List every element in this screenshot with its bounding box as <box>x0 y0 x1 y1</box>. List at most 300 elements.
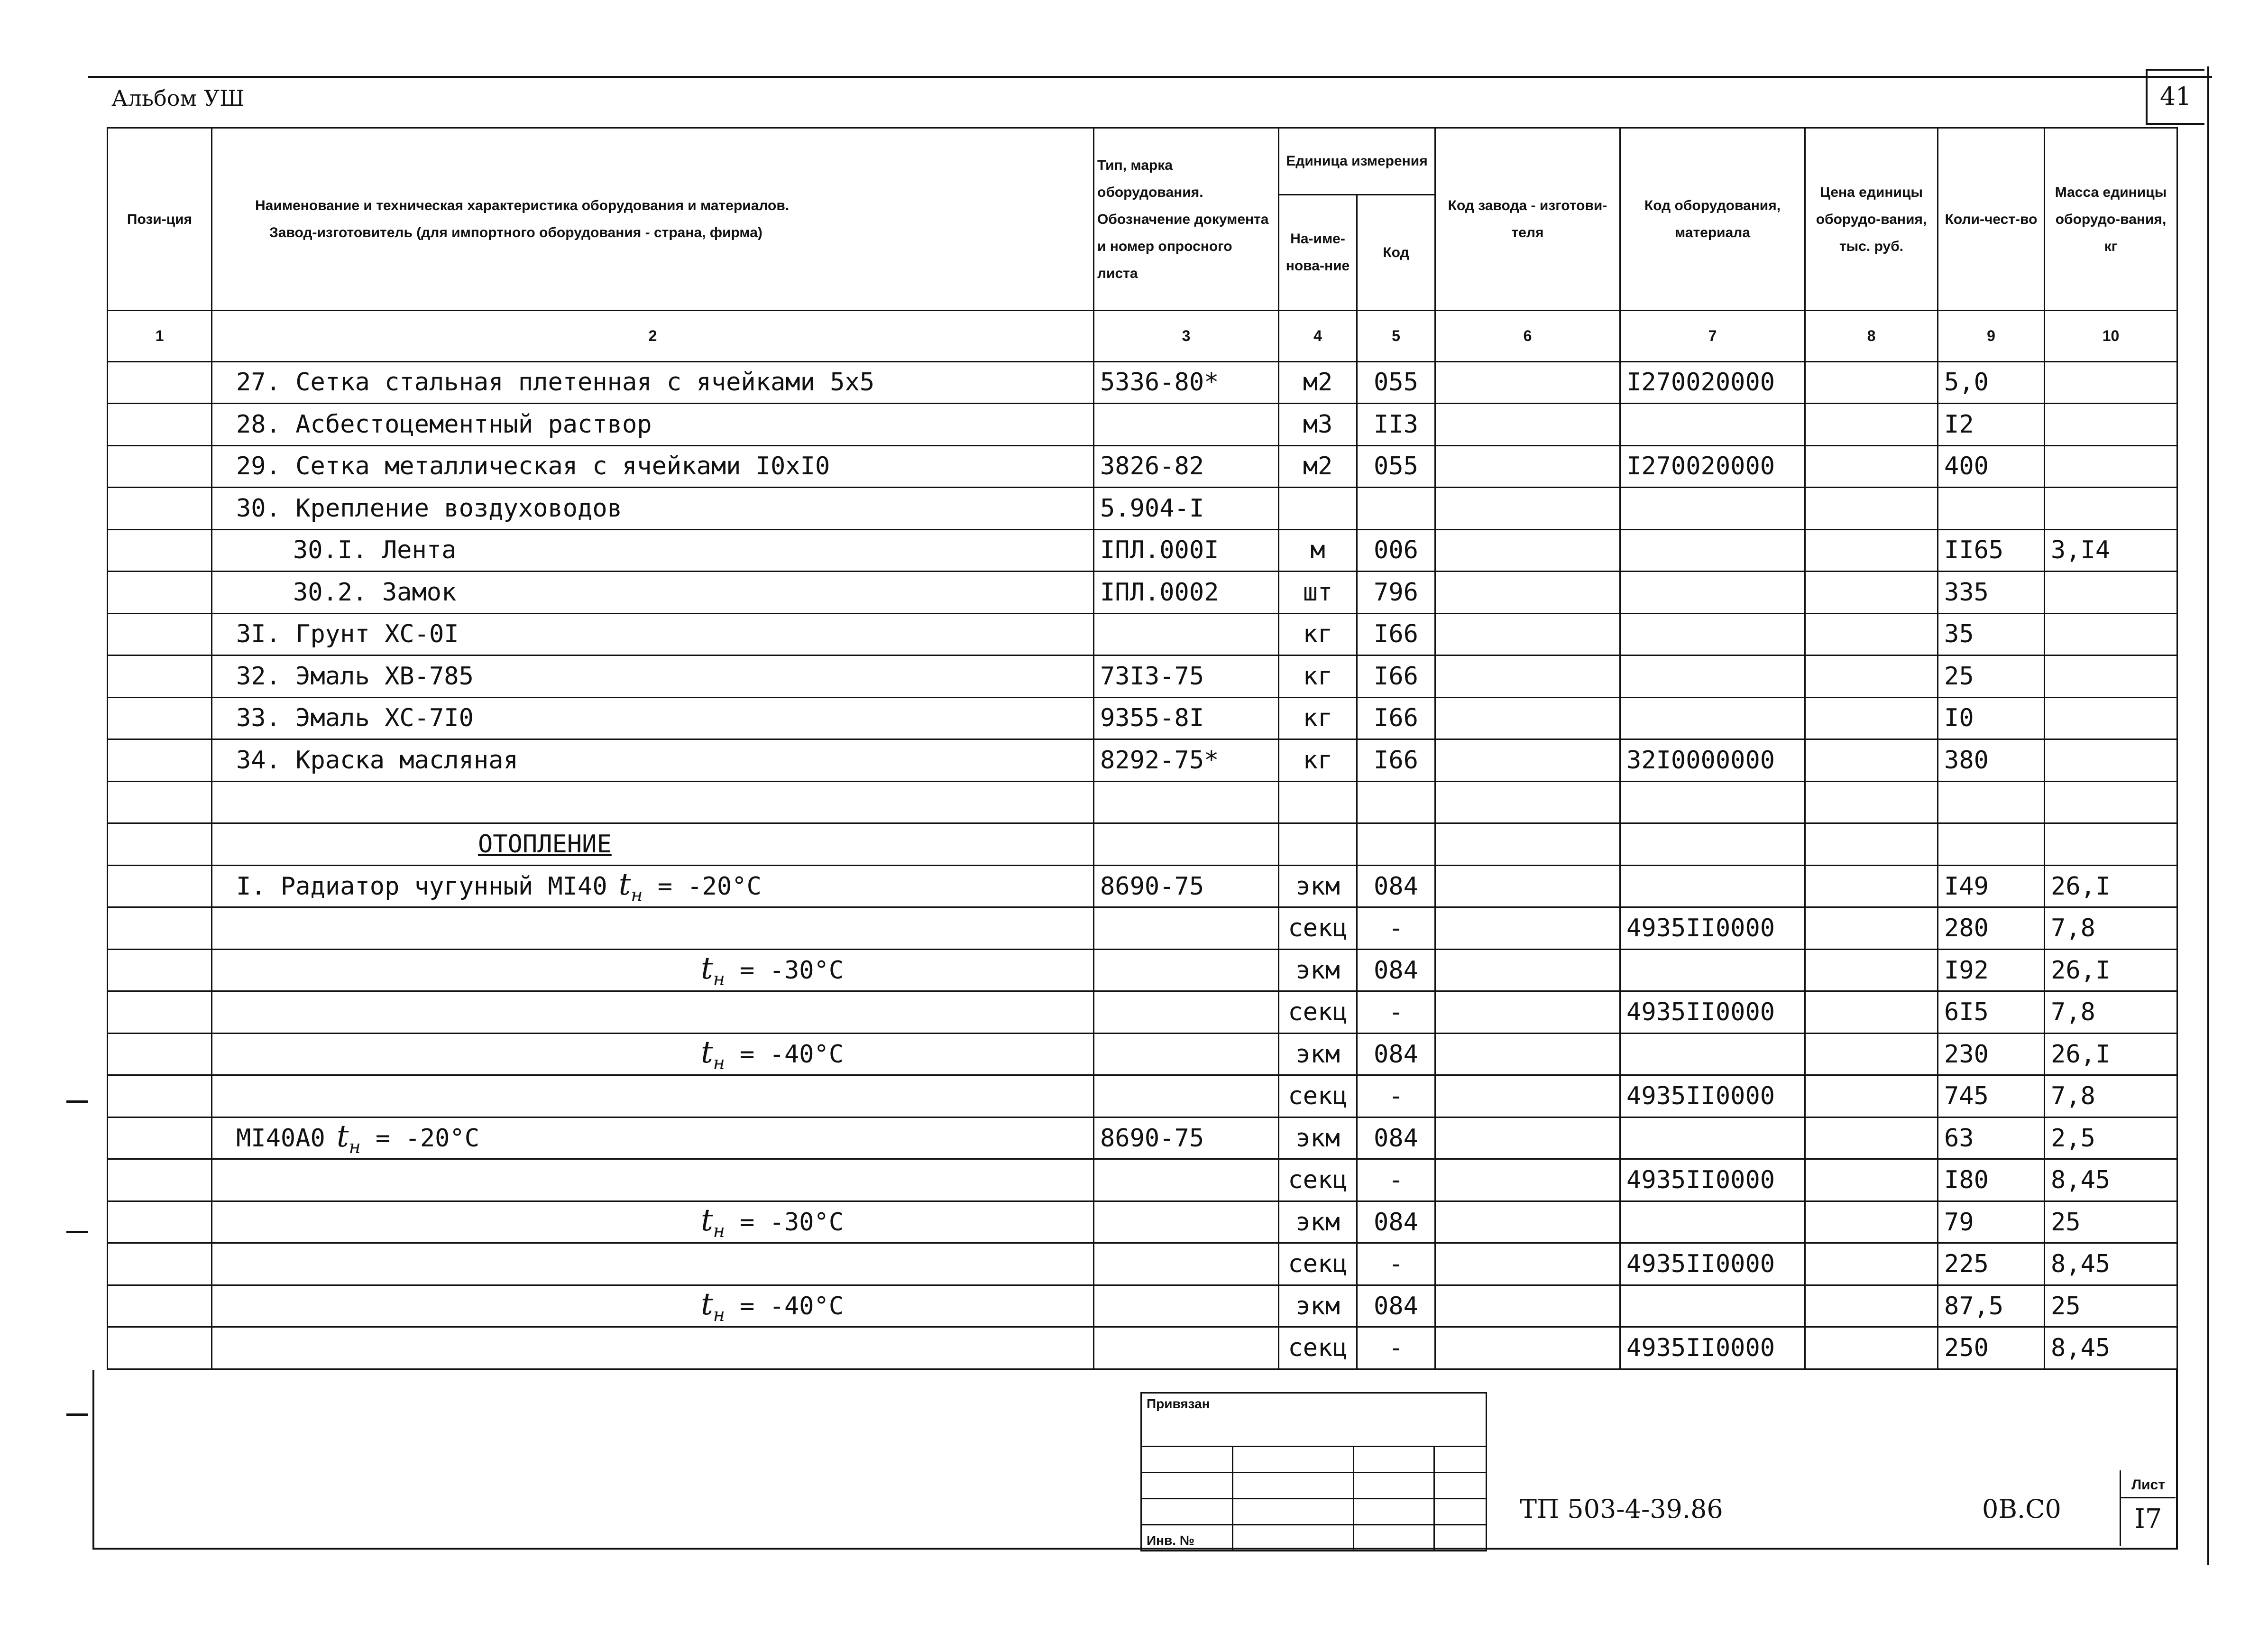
cell-qty: 280 <box>1938 907 2045 950</box>
table-row <box>108 823 2177 866</box>
table-row <box>108 1243 2177 1285</box>
item-name: 3I. Грунт ХС-0I <box>236 620 459 649</box>
cell-plant <box>1435 572 1620 614</box>
cell-ucode: 084 <box>1357 1201 1435 1243</box>
cell-code: I270020000 <box>1620 361 1805 404</box>
cell-plant <box>1435 1327 1620 1369</box>
item-name: 30.2. Замок <box>293 578 457 607</box>
cell-qty: 380 <box>1938 739 2045 782</box>
cell-ucode: 084 <box>1357 949 1435 991</box>
cell-plant <box>1435 823 1620 866</box>
col-header-quantity: Коли-чест-во <box>1938 128 2045 311</box>
cell-pos <box>108 613 212 656</box>
cell-unit <box>1279 781 1357 823</box>
cell-price <box>1805 1327 1938 1369</box>
table-row <box>108 991 2177 1034</box>
item-name: 32. Эмаль ХВ-785 <box>236 662 474 691</box>
cell-code <box>1620 697 1805 739</box>
cell-type <box>1094 404 1279 446</box>
cell-name <box>212 445 1094 488</box>
cell-mass <box>2045 697 2177 739</box>
cell-pos <box>108 739 212 782</box>
cell-ucode <box>1357 781 1435 823</box>
cell-unit: м <box>1279 529 1357 572</box>
cell-type: IПЛ.000I <box>1094 529 1279 572</box>
cell-price <box>1805 1201 1938 1243</box>
cell-price <box>1805 697 1938 739</box>
temperature-symbol: t <box>618 867 631 903</box>
cell-type <box>1094 1075 1279 1117</box>
cell-pos <box>108 1159 212 1201</box>
cell-code: 4935II0000 <box>1620 1159 1805 1201</box>
cell-code <box>1620 1201 1805 1243</box>
cell-plant <box>1435 1285 1620 1327</box>
cell-code: 4935II0000 <box>1620 1243 1805 1285</box>
temperature-symbol: t <box>701 1203 713 1238</box>
cell-mass: 8,45 <box>2045 1159 2177 1201</box>
cell-qty <box>1938 781 2045 823</box>
cell-qty: II65 <box>1938 529 2045 572</box>
table-row <box>108 1075 2177 1117</box>
cell-unit: кг <box>1279 697 1357 739</box>
cell-type <box>1094 949 1279 991</box>
cell-type <box>1094 1201 1279 1243</box>
temperature-symbol: t <box>701 1035 713 1071</box>
cell-pos <box>108 1033 212 1075</box>
cell-ucode: 084 <box>1357 1285 1435 1327</box>
stamp-divider <box>1433 1446 1435 1550</box>
cell-plant <box>1435 1033 1620 1075</box>
col-header-name-main: Наименование и техническая характеристика оборудования и материалов. <box>255 198 790 214</box>
cell-type: 5336-80* <box>1094 361 1279 404</box>
equals-sign: = <box>725 1040 770 1069</box>
cell-name <box>212 1159 1094 1201</box>
cell-pos <box>108 529 212 572</box>
temperature-subscript: н <box>631 884 643 905</box>
col-header-unit-name: На-име-нова-ние <box>1279 194 1357 311</box>
cell-pos <box>108 488 212 530</box>
outdoor-temperature-symbol <box>701 1287 725 1326</box>
cell-plant <box>1435 1159 1620 1201</box>
col-header-position: Пози-ция <box>108 128 212 311</box>
cell-type: 73I3-75 <box>1094 656 1279 698</box>
col-number: 8 <box>1805 311 1938 361</box>
table-row <box>108 1327 2177 1369</box>
cell-qty: 5,0 <box>1938 361 2045 404</box>
cell-ucode: 796 <box>1357 572 1435 614</box>
cell-unit: секц <box>1279 1327 1357 1369</box>
table-row <box>108 949 2177 991</box>
cell-unit: экм <box>1279 949 1357 991</box>
stamp-divider <box>1353 1446 1354 1550</box>
cell-price <box>1805 739 1938 782</box>
cell-qty: 250 <box>1938 1327 2045 1369</box>
cell-type <box>1094 1243 1279 1285</box>
outdoor-temperature-value: -30°С <box>769 1208 844 1237</box>
cell-plant <box>1435 613 1620 656</box>
cell-qty: I92 <box>1938 949 2045 991</box>
cell-type <box>1094 907 1279 950</box>
specification-table <box>107 127 2178 1370</box>
table-row <box>108 739 2177 782</box>
table-row <box>108 445 2177 488</box>
temperature-subscript: н <box>713 1220 725 1242</box>
col-header-unit-code: Код <box>1357 194 1435 311</box>
cell-price <box>1805 613 1938 656</box>
cell-ucode: - <box>1357 1159 1435 1201</box>
cell-ucode: - <box>1357 991 1435 1034</box>
cell-name <box>212 1201 1094 1243</box>
cell-pos <box>108 1285 212 1327</box>
cell-pos <box>108 445 212 488</box>
cell-mass <box>2045 781 2177 823</box>
cell-plant <box>1435 529 1620 572</box>
cell-qty: I49 <box>1938 865 2045 907</box>
item-name: 33. Эмаль ХС-7I0 <box>236 704 474 733</box>
cell-qty: 87,5 <box>1938 1285 2045 1327</box>
cell-mass: 7,8 <box>2045 1075 2177 1117</box>
cell-plant <box>1435 781 1620 823</box>
cell-ucode: 084 <box>1357 865 1435 907</box>
cell-unit: экм <box>1279 865 1357 907</box>
item-name: 30.I. Лента <box>293 536 457 565</box>
cell-name <box>212 907 1094 950</box>
cell-pos <box>108 907 212 950</box>
temperature-symbol: t <box>336 1119 349 1154</box>
cell-mass: 25 <box>2045 1285 2177 1327</box>
cell-plant <box>1435 445 1620 488</box>
cell-price <box>1805 865 1938 907</box>
cell-pos <box>108 361 212 404</box>
cell-pos <box>108 1327 212 1369</box>
col-number: 10 <box>2045 311 2177 361</box>
cell-unit <box>1279 823 1357 866</box>
cell-ucode: I66 <box>1357 739 1435 782</box>
outdoor-temperature-symbol <box>618 867 643 905</box>
cell-type <box>1094 781 1279 823</box>
temperature-symbol: t <box>701 1287 713 1322</box>
cell-ucode: 084 <box>1357 1033 1435 1075</box>
cell-qty: I0 <box>1938 697 2045 739</box>
outdoor-temperature-value: -20°С <box>405 1124 480 1153</box>
cell-mass: 26,I <box>2045 865 2177 907</box>
cell-qty: 335 <box>1938 572 2045 614</box>
cell-price <box>1805 949 1938 991</box>
cell-type <box>1094 991 1279 1034</box>
cell-mass: 3,I4 <box>2045 529 2177 572</box>
cell-pos <box>108 949 212 991</box>
cell-name <box>212 613 1094 656</box>
cell-price <box>1805 991 1938 1034</box>
cell-unit: кг <box>1279 739 1357 782</box>
cell-plant <box>1435 1075 1620 1117</box>
item-name: МI40А0 <box>236 1124 325 1153</box>
cell-code <box>1620 529 1805 572</box>
cell-code <box>1620 1285 1805 1327</box>
table-row <box>108 781 2177 823</box>
cell-unit: кг <box>1279 656 1357 698</box>
cell-name <box>212 1075 1094 1117</box>
cell-name <box>212 739 1094 782</box>
cell-mass: 25 <box>2045 1201 2177 1243</box>
cell-mass <box>2045 572 2177 614</box>
cell-name <box>212 1285 1094 1327</box>
cell-mass: 8,45 <box>2045 1243 2177 1285</box>
cell-type <box>1094 613 1279 656</box>
cell-mass <box>2045 361 2177 404</box>
cell-ucode: 084 <box>1357 1117 1435 1159</box>
cell-qty: I2 <box>1938 404 2045 446</box>
cell-mass <box>2045 739 2177 782</box>
table-row <box>108 613 2177 656</box>
cell-ucode: I66 <box>1357 613 1435 656</box>
cell-price <box>1805 781 1938 823</box>
temperature-subscript: н <box>713 1052 725 1073</box>
cell-unit: секц <box>1279 1075 1357 1117</box>
cell-price <box>1805 404 1938 446</box>
table-row <box>108 1159 2177 1201</box>
cell-pos <box>108 572 212 614</box>
cell-code <box>1620 823 1805 866</box>
cell-name <box>212 949 1094 991</box>
header-row-1 <box>108 128 2177 195</box>
cell-name <box>212 1243 1094 1285</box>
cell-qty: 6I5 <box>1938 991 2045 1034</box>
margin-tick <box>66 1100 88 1103</box>
cell-ucode: 006 <box>1357 529 1435 572</box>
cell-pos <box>108 991 212 1034</box>
cell-price <box>1805 1117 1938 1159</box>
cell-plant <box>1435 949 1620 991</box>
cell-type <box>1094 1159 1279 1201</box>
cell-unit <box>1279 488 1357 530</box>
cell-unit: секц <box>1279 1159 1357 1201</box>
cell-pos <box>108 1243 212 1285</box>
col-header-mass: Масса единицы оборудо-вания, кг <box>2045 128 2177 311</box>
cell-plant <box>1435 697 1620 739</box>
cell-mass <box>2045 488 2177 530</box>
cell-plant <box>1435 907 1620 950</box>
cell-price <box>1805 1159 1938 1201</box>
cell-mass: 2,5 <box>2045 1117 2177 1159</box>
sheet-number: I7 <box>2134 1504 2162 1534</box>
cell-mass: 26,I <box>2045 949 2177 991</box>
cell-mass: 8,45 <box>2045 1327 2177 1369</box>
cell-type: 8292-75* <box>1094 739 1279 782</box>
cell-ucode: - <box>1357 1075 1435 1117</box>
table-row <box>108 404 2177 446</box>
table-row <box>108 656 2177 698</box>
item-name: 28. Асбестоцементный раствор <box>236 410 652 439</box>
cell-name <box>212 1033 1094 1075</box>
cell-ucode: I66 <box>1357 656 1435 698</box>
temperature-subscript: н <box>349 1136 361 1157</box>
cell-name <box>212 488 1094 530</box>
cell-pos <box>108 1075 212 1117</box>
top-border-line <box>88 76 2212 78</box>
bottom-frame <box>92 1370 2178 1550</box>
cell-qty <box>1938 823 2045 866</box>
col-number: 4 <box>1279 311 1357 361</box>
cell-unit: м2 <box>1279 361 1357 404</box>
cell-ucode <box>1357 823 1435 866</box>
cell-unit: секц <box>1279 907 1357 950</box>
document-number: ТП 503-4-39.86 <box>1520 1494 1723 1524</box>
cell-price <box>1805 1033 1938 1075</box>
equals-sign: = <box>360 1124 405 1153</box>
cell-code <box>1620 949 1805 991</box>
table-row <box>108 907 2177 950</box>
table-row <box>108 361 2177 404</box>
cell-code <box>1620 404 1805 446</box>
cell-plant <box>1435 1117 1620 1159</box>
table-row <box>108 1285 2177 1327</box>
cell-unit: экм <box>1279 1117 1357 1159</box>
col-header-unit-group: Единица измерения <box>1279 128 1435 195</box>
col-header-name-sub: Завод-изготовитель (для импортного оборудования - страна, фирма) <box>269 225 762 241</box>
cell-ucode: 055 <box>1357 445 1435 488</box>
cell-price <box>1805 488 1938 530</box>
cell-plant <box>1435 1243 1620 1285</box>
col-number: 6 <box>1435 311 1620 361</box>
cell-code <box>1620 613 1805 656</box>
table-row <box>108 865 2177 907</box>
equals-sign: = <box>725 1208 770 1237</box>
cell-pos <box>108 1201 212 1243</box>
cell-ucode: II3 <box>1357 404 1435 446</box>
cell-qty: 225 <box>1938 1243 2045 1285</box>
equals-sign: = <box>725 956 770 985</box>
cell-name <box>212 865 1094 907</box>
outdoor-temperature-symbol <box>701 1035 725 1073</box>
cell-code <box>1620 488 1805 530</box>
cell-code <box>1620 656 1805 698</box>
outdoor-temperature-symbol <box>336 1119 361 1157</box>
cell-qty: 400 <box>1938 445 2045 488</box>
temperature-subscript: н <box>713 1304 725 1326</box>
cell-qty: 63 <box>1938 1117 2045 1159</box>
album-label: Альбом УШ <box>111 85 245 111</box>
margin-tick <box>66 1231 88 1233</box>
cell-unit: секц <box>1279 1243 1357 1285</box>
cell-type <box>1094 1033 1279 1075</box>
cell-name <box>212 991 1094 1034</box>
cell-code <box>1620 1117 1805 1159</box>
item-name: I. Радиатор чугунный МI40 <box>236 872 607 901</box>
outdoor-temperature-symbol <box>701 1203 725 1242</box>
cell-name <box>212 656 1094 698</box>
cell-price <box>1805 1243 1938 1285</box>
cell-qty <box>1938 488 2045 530</box>
cell-pos <box>108 865 212 907</box>
cell-type: 3826-82 <box>1094 445 1279 488</box>
outdoor-temperature-symbol <box>701 951 725 989</box>
sheet-box <box>2120 1470 2176 1546</box>
binding-stamp <box>1140 1392 1487 1551</box>
col-number: 5 <box>1357 311 1435 361</box>
cell-pos <box>108 823 212 866</box>
equals-sign: = <box>725 1292 770 1321</box>
cell-name <box>212 529 1094 572</box>
cell-mass <box>2045 404 2177 446</box>
right-border-line <box>2207 66 2209 1565</box>
cell-name <box>212 781 1094 823</box>
cell-plant <box>1435 488 1620 530</box>
item-name: 30. Крепление воздуховодов <box>236 494 622 523</box>
col-header-equipment-code: Код оборудования, материала <box>1620 128 1805 311</box>
cell-type: 9355-8I <box>1094 697 1279 739</box>
cell-price <box>1805 823 1938 866</box>
table-row <box>108 697 2177 739</box>
table-row <box>108 488 2177 530</box>
stamp-divider <box>1232 1446 1233 1550</box>
cell-qty: 35 <box>1938 613 2045 656</box>
cell-mass <box>2045 823 2177 866</box>
inventory-label: Инв. № <box>1147 1533 1195 1548</box>
item-name: 34. Краска масляная <box>236 746 518 775</box>
cell-ucode: - <box>1357 1243 1435 1285</box>
col-header-price: Цена единицы оборудо-вания, тыс. руб. <box>1805 128 1938 311</box>
sheet-label: Лист <box>2121 1473 2176 1498</box>
cell-name <box>212 361 1094 404</box>
cell-name <box>212 697 1094 739</box>
outdoor-temperature-value: -40°С <box>769 1040 844 1069</box>
col-number: 1 <box>108 311 212 361</box>
cell-type: 8690-75 <box>1094 865 1279 907</box>
cell-price <box>1805 656 1938 698</box>
cell-code <box>1620 781 1805 823</box>
cell-pos <box>108 1117 212 1159</box>
cell-plant <box>1435 865 1620 907</box>
outdoor-temperature-value: -40°С <box>769 1292 844 1321</box>
column-numbers-row <box>108 311 2177 361</box>
cell-plant <box>1435 361 1620 404</box>
cell-name <box>212 823 1094 866</box>
cell-plant <box>1435 739 1620 782</box>
cell-qty: 745 <box>1938 1075 2045 1117</box>
cell-qty: 25 <box>1938 656 2045 698</box>
table-row <box>108 1033 2177 1075</box>
cell-plant <box>1435 1201 1620 1243</box>
cell-mass: 7,8 <box>2045 991 2177 1034</box>
cell-qty: 79 <box>1938 1201 2045 1243</box>
cell-plant <box>1435 656 1620 698</box>
cell-mass <box>2045 656 2177 698</box>
stamp-label: Привязан <box>1147 1396 1210 1411</box>
cell-code: 32I0000000 <box>1620 739 1805 782</box>
cell-code <box>1620 1033 1805 1075</box>
cell-price <box>1805 1075 1938 1117</box>
cell-type: 8690-75 <box>1094 1117 1279 1159</box>
cell-name <box>212 572 1094 614</box>
table-row <box>108 1201 2177 1243</box>
cell-unit: м2 <box>1279 445 1357 488</box>
cell-price <box>1805 572 1938 614</box>
cell-code: 4935II0000 <box>1620 907 1805 950</box>
item-name: ОТОПЛЕНИЕ <box>478 830 612 859</box>
outdoor-temperature-value: -20°С <box>687 872 762 901</box>
col-header-name <box>212 128 1094 311</box>
cell-price <box>1805 361 1938 404</box>
cell-ucode: - <box>1357 1327 1435 1369</box>
col-number: 7 <box>1620 311 1805 361</box>
cell-ucode: 055 <box>1357 361 1435 404</box>
cell-mass: 26,I <box>2045 1033 2177 1075</box>
cell-code: 4935II0000 <box>1620 1075 1805 1117</box>
cell-type <box>1094 1285 1279 1327</box>
page-number: 41 <box>2146 69 2204 125</box>
temperature-symbol: t <box>701 951 713 987</box>
